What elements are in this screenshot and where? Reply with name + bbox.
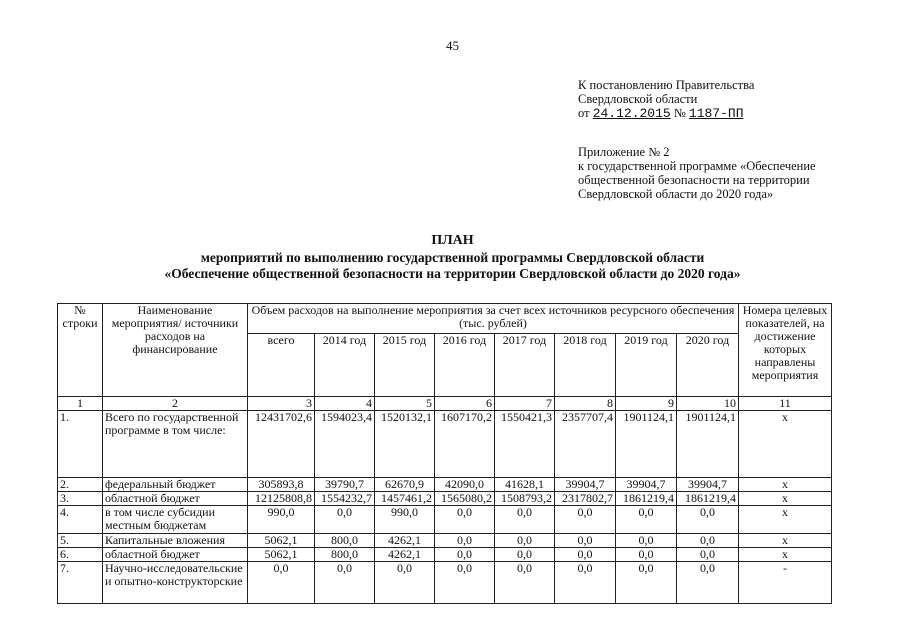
appendix-note xyxy=(578,145,878,201)
row-value-cell: 0,0 xyxy=(677,506,739,534)
header-year-2016: 2016 год xyxy=(435,334,495,397)
appendix-line-3: общественной безопасности на территории xyxy=(578,173,810,187)
row-value-cell: 12125808,8 xyxy=(248,492,315,506)
row-value-cell: 0,0 xyxy=(616,534,677,548)
row-value-cell: 41628,1 xyxy=(495,478,555,492)
header-expense-volume: Объем расходов на выполнение мероприятия за счет всех источников ресурсного обеспечения (тыс. рублей) xyxy=(248,304,739,334)
row-value-cell: 39790,7 xyxy=(315,478,375,492)
row-target-indicator: х xyxy=(739,478,832,492)
header-year-2017: 2017 год xyxy=(495,334,555,397)
plan-table xyxy=(57,303,832,604)
row-value-cell: 1901124,1 xyxy=(616,411,677,478)
row-item-name: федеральный бюджет xyxy=(103,478,248,492)
header-item-name: Наименование мероприятия/ источники расходов на финансирование xyxy=(103,304,248,397)
row-value-cell: 62670,9 xyxy=(375,478,435,492)
row-number: 4. xyxy=(58,506,103,534)
row-value-cell: 0,0 xyxy=(495,562,555,604)
row-item-name: областной бюджет xyxy=(103,548,248,562)
index-cell: 1 xyxy=(58,397,103,411)
row-value-cell: 1550421,3 xyxy=(495,411,555,478)
table-row xyxy=(58,534,832,548)
row-target-indicator: х xyxy=(739,492,832,506)
index-cell: 4 xyxy=(315,397,375,411)
row-value-cell: 1508793,2 xyxy=(495,492,555,506)
row-value-cell: 0,0 xyxy=(616,506,677,534)
row-item-name: Научно-исследовательские и опытно-конструкторские xyxy=(103,562,248,604)
index-cell: 5 xyxy=(375,397,435,411)
row-number: 6. xyxy=(58,548,103,562)
header-line-1: К постановлению Правительства xyxy=(578,78,755,92)
row-value-cell: 1554232,7 xyxy=(315,492,375,506)
table-row xyxy=(58,478,832,492)
header-year-2015: 2015 год xyxy=(375,334,435,397)
number-label: № xyxy=(673,106,686,120)
header-year-2014: 2014 год xyxy=(315,334,375,397)
table-row xyxy=(58,492,832,506)
index-cell: 3 xyxy=(248,397,315,411)
appendix-line-2: к государственной программе «Обеспечение xyxy=(578,159,816,173)
table-row xyxy=(58,562,832,604)
page-number: 45 xyxy=(446,38,459,53)
index-cell: 2 xyxy=(103,397,248,411)
row-value-cell: 0,0 xyxy=(435,562,495,604)
row-number: 5. xyxy=(58,534,103,548)
index-cell: 10 xyxy=(677,397,739,411)
header-year-2018: 2018 год xyxy=(555,334,616,397)
title-sub-2: «Обеспечение общественной безопасности на территории Свердловской области до 2020 года» xyxy=(164,266,741,281)
row-value-cell: 1457461,2 xyxy=(375,492,435,506)
index-cell: 9 xyxy=(616,397,677,411)
row-value-cell: 0,0 xyxy=(248,562,315,604)
row-value-cell: 0,0 xyxy=(495,548,555,562)
row-value-cell: 1607170,2 xyxy=(435,411,495,478)
row-target-indicator: - xyxy=(739,562,832,604)
row-value-cell: 2317802,7 xyxy=(555,492,616,506)
table-row xyxy=(58,548,832,562)
row-value-cell: 0,0 xyxy=(435,506,495,534)
row-value-cell: 39904,7 xyxy=(555,478,616,492)
row-item-name: Капитальные вложения xyxy=(103,534,248,548)
row-value-cell: 0,0 xyxy=(555,506,616,534)
decree-number: 1187-ПП xyxy=(688,106,744,121)
header-line-2: Свердловской области xyxy=(578,92,698,106)
appendix-line-1: Приложение № 2 xyxy=(578,145,670,159)
header-year-total: всего xyxy=(248,334,315,397)
row-value-cell: 42090,0 xyxy=(435,478,495,492)
row-value-cell: 0,0 xyxy=(677,548,739,562)
row-value-cell: 39904,7 xyxy=(616,478,677,492)
row-value-cell: 800,0 xyxy=(315,548,375,562)
row-value-cell: 0,0 xyxy=(435,548,495,562)
row-value-cell: 2357707,4 xyxy=(555,411,616,478)
row-item-name: Всего по государственной программе в том числе: xyxy=(103,411,248,478)
row-value-cell: 990,0 xyxy=(248,506,315,534)
row-value-cell: 1861219,4 xyxy=(677,492,739,506)
header-line-3 xyxy=(578,106,754,121)
document-title xyxy=(0,232,905,282)
row-value-cell: 1901124,1 xyxy=(677,411,739,478)
row-value-cell: 0,0 xyxy=(616,562,677,604)
header-row-number: № строки xyxy=(58,304,103,397)
row-value-cell: 0,0 xyxy=(495,534,555,548)
row-value-cell: 0,0 xyxy=(616,548,677,562)
row-value-cell: 1520132,1 xyxy=(375,411,435,478)
row-value-cell: 800,0 xyxy=(315,534,375,548)
row-value-cell: 4262,1 xyxy=(375,534,435,548)
row-value-cell: 0,0 xyxy=(375,562,435,604)
title-main: ПЛАН xyxy=(431,233,474,248)
appendix-line-4: Свердловской области до 2020 года» xyxy=(578,187,774,201)
row-value-cell: 0,0 xyxy=(555,534,616,548)
row-target-indicator: х xyxy=(739,534,832,548)
header-year-2019: 2019 год xyxy=(616,334,677,397)
index-cell: 8 xyxy=(555,397,616,411)
table-row xyxy=(58,411,832,478)
row-value-cell: 0,0 xyxy=(555,548,616,562)
row-target-indicator: х xyxy=(739,506,832,534)
row-value-cell: 0,0 xyxy=(315,506,375,534)
decree-date: 24.12.2015 xyxy=(592,106,671,121)
row-number: 3. xyxy=(58,492,103,506)
row-value-cell: 0,0 xyxy=(495,506,555,534)
row-value-cell: 0,0 xyxy=(677,534,739,548)
row-value-cell: 305893,8 xyxy=(248,478,315,492)
row-value-cell: 1594023,4 xyxy=(315,411,375,478)
row-value-cell: 39904,7 xyxy=(677,478,739,492)
row-target-indicator: х xyxy=(739,548,832,562)
row-value-cell: 0,0 xyxy=(677,562,739,604)
index-cell: 7 xyxy=(495,397,555,411)
row-value-cell: 0,0 xyxy=(555,562,616,604)
row-number: 2. xyxy=(58,478,103,492)
row-value-cell: 1861219,4 xyxy=(616,492,677,506)
row-item-name: областной бюджет xyxy=(103,492,248,506)
row-value-cell: 12431702,6 xyxy=(248,411,315,478)
row-number: 7. xyxy=(58,562,103,604)
row-value-cell: 5062,1 xyxy=(248,534,315,548)
title-sub-1: мероприятий по выполнению государственной программы Свердловской области xyxy=(200,250,705,265)
index-cell: 11 xyxy=(739,397,832,411)
row-value-cell: 5062,1 xyxy=(248,548,315,562)
row-value-cell: 990,0 xyxy=(375,506,435,534)
table-row xyxy=(58,506,832,534)
row-value-cell: 0,0 xyxy=(435,534,495,548)
row-item-name: в том числе субсидии местным бюджетам xyxy=(103,506,248,534)
decree-header xyxy=(578,78,754,121)
row-number: 1. xyxy=(58,411,103,478)
header-target-indicators: Номера целевых показателей, на достижение которых направлены мероприятия xyxy=(739,304,832,397)
index-cell: 6 xyxy=(435,397,495,411)
row-target-indicator: х xyxy=(739,411,832,478)
from-label: от xyxy=(578,106,590,120)
row-value-cell: 0,0 xyxy=(315,562,375,604)
header-year-2020: 2020 год xyxy=(677,334,739,397)
row-value-cell: 1565080,2 xyxy=(435,492,495,506)
row-value-cell: 4262,1 xyxy=(375,548,435,562)
